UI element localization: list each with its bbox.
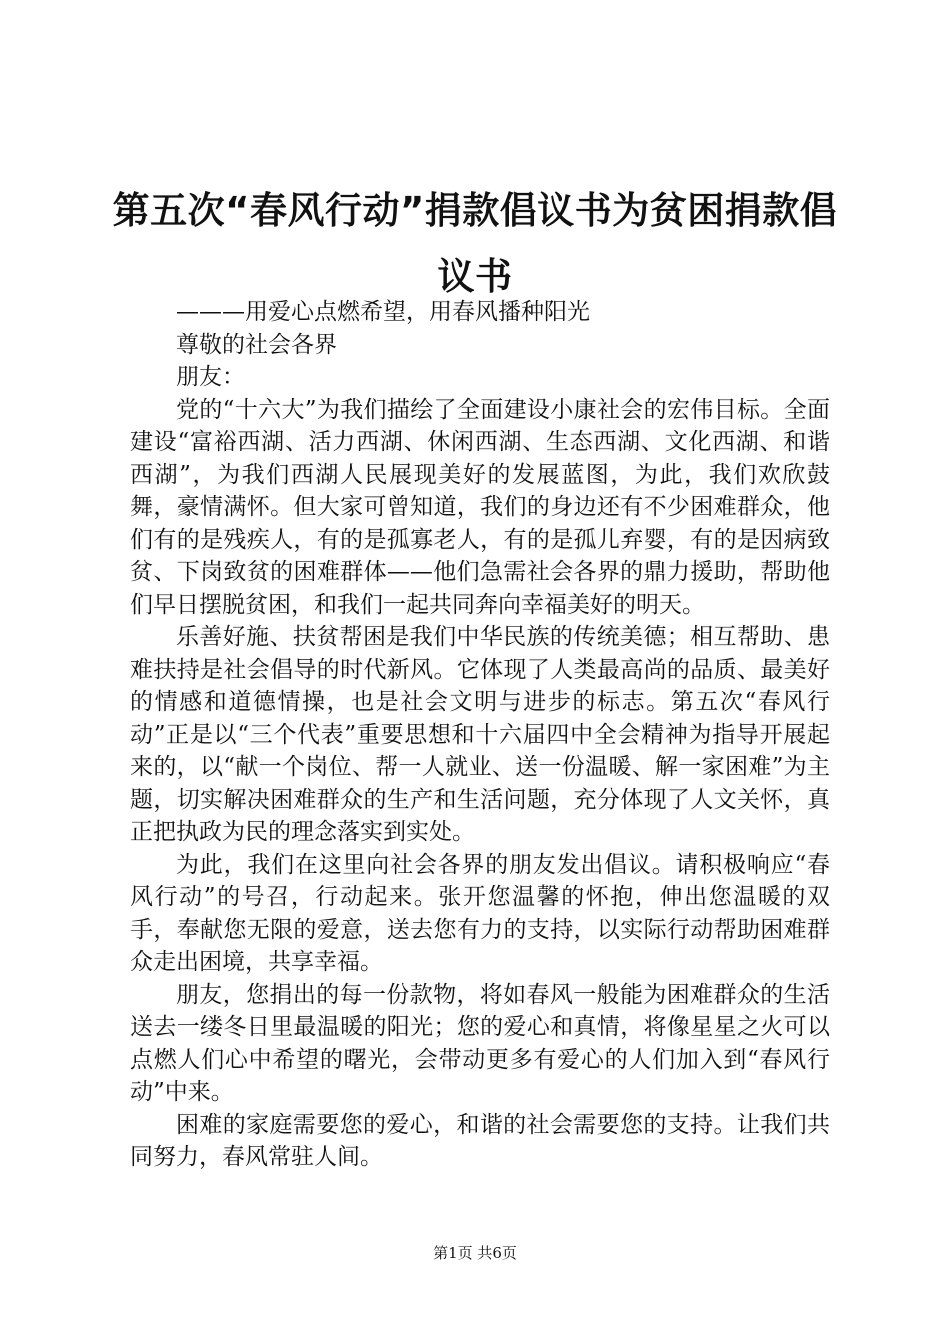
paragraph: 党的“十六大”为我们描绘了全面建设小康社会的宏伟目标。全面建设“富裕西湖、活力西湖、休闲西湖、生态西湖、文化西湖、和谐西湖”，为我们西湖人民展现美好的发展蓝图，为此，我们欢欣鼓舞，豪情满怀。但大家可曾知道，我们的身边还有不少困难群众，他们有的是残疾人，有的是孤寡老人，有的是孤儿弃婴，有的是因病致贫、下岗致贫的困难群体——他们急需社会各界的鼎力援助，帮助他们早日摆脱贫困，和我们一起共同奔向幸福美好的明天。 bbox=[130, 396, 830, 618]
document-body bbox=[130, 296, 830, 1174]
paragraph: 为此，我们在这里向社会各界的朋友发出倡议。请积极响应“春风行动”的号召，行动起来。张开您温馨的怀抱，伸出您温暖的双手，奉献您无限的爱意，送去您有力的支持，以实际行动帮助困难群众走出困境，共享幸福。 bbox=[130, 851, 830, 975]
salutation-line-1: 尊敬的社会各界 bbox=[176, 331, 337, 358]
document-title: 第五次“春风行动”捐款倡议书为贫困捐款倡议书 bbox=[112, 189, 838, 298]
paragraph: 朋友，您捐出的每一份款物，将如春风一般能为困难群众的生活送去一缕冬日里最温暖的阳光；您的爱心和真情，将像星星之火可以点燃人们心中希望的曙光，会带动更多有爱心的人们加入到“春风行动”中来。 bbox=[130, 981, 830, 1105]
page-number-footer: 第1页 共6页 bbox=[433, 1244, 517, 1262]
salutation-line-2: 朋友： bbox=[176, 364, 245, 390]
subtitle: ———用爱心点燃希望，用春风播种阳光 bbox=[176, 299, 590, 325]
paragraph: 乐善好施、扶贫帮困是我们中华民族的传统美德；相互帮助、患难扶持是社会倡导的时代新风。它体现了人类最高尚的品质、最美好的情感和道德情操，也是社会文明与进步的标志。第五次“春风行动”正是以“三个代表”重要思想和十六届四中全会精神为指导开展起来的，以“献一个岗位、帮一人就业、送一份温暖、解一家困难”为主题，切实解决困难群众的生产和生活问题，充分体现了人文关怀，真正把执政为民的理念落实到实处。 bbox=[130, 624, 830, 845]
paragraph: 困难的家庭需要您的爱心，和谐的社会需要您的支持。让我们共同努力，春风常驻人间。 bbox=[130, 1111, 830, 1170]
